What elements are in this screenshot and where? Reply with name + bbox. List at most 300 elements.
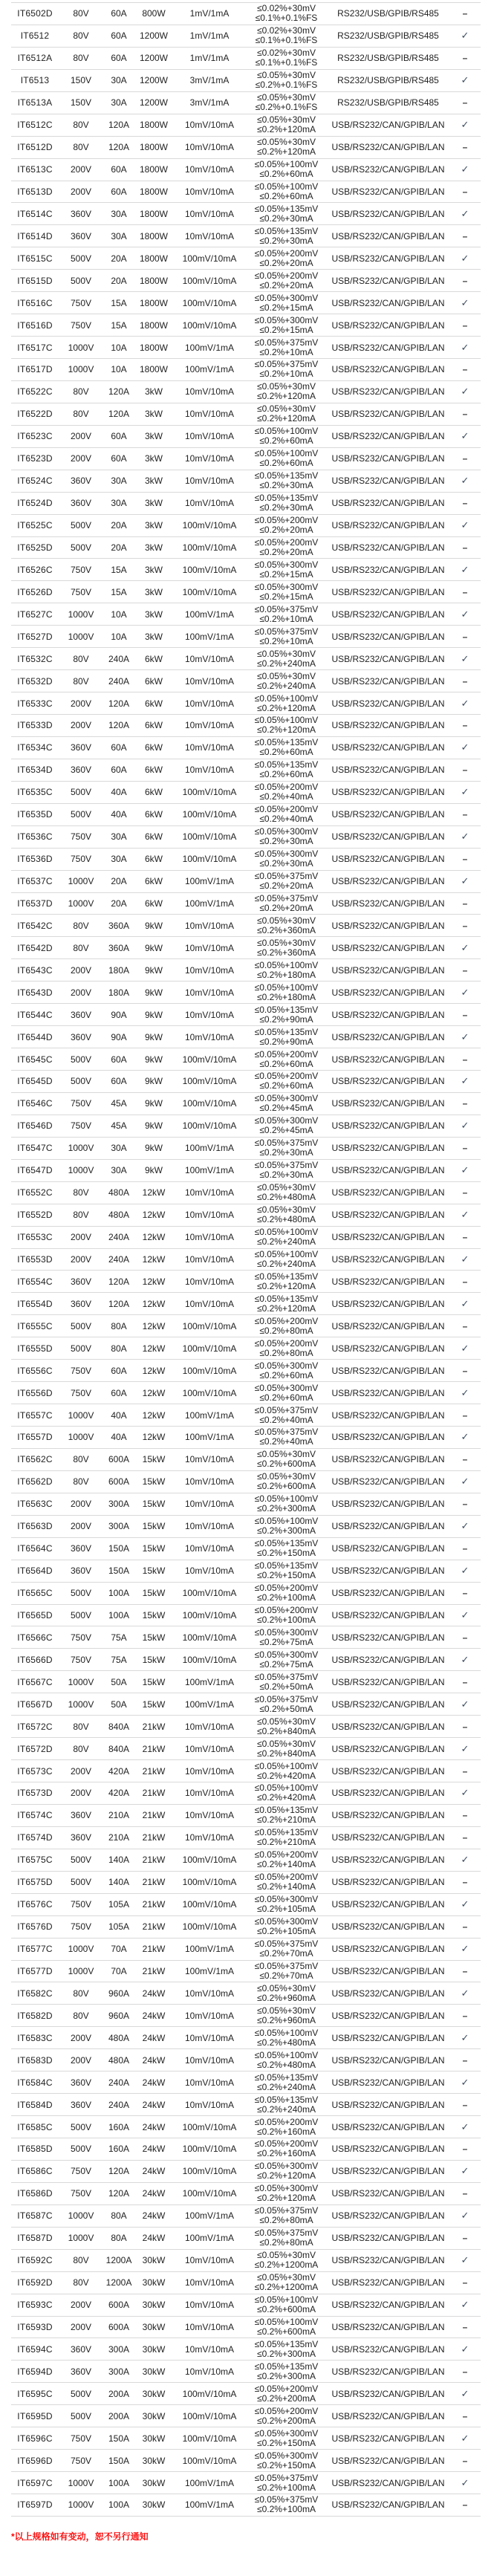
resolution-cell: 100mV/10mA bbox=[173, 536, 246, 559]
accuracy-line-1: ≤0.02%+30mV bbox=[257, 3, 316, 14]
table-row bbox=[11, 781, 481, 803]
accuracy-line-1: ≤0.05%+135mV bbox=[254, 2361, 319, 2372]
accuracy-line-2: ≤0.2%+200mA bbox=[257, 2415, 316, 2426]
power-cell: 15kW bbox=[134, 1448, 173, 1470]
interface-cell: USB/RS232/CAN/GPIB/LAN bbox=[327, 337, 449, 359]
power-cell: 1200W bbox=[134, 91, 173, 114]
current-cell: 360A bbox=[103, 915, 134, 937]
resolution-cell: 10mV/10mA bbox=[173, 1537, 246, 1560]
accuracy-line-2: ≤0.2%+60mA bbox=[259, 769, 313, 780]
optional-cell bbox=[449, 1470, 481, 1493]
current-cell: 10A bbox=[103, 603, 134, 626]
dash-icon: – bbox=[462, 809, 468, 820]
accuracy-cell bbox=[246, 47, 327, 69]
table-row bbox=[11, 2182, 481, 2204]
voltage-cell: 150V bbox=[59, 91, 103, 114]
power-cell: 30kW bbox=[134, 2494, 173, 2517]
power-cell: 21kW bbox=[134, 1804, 173, 1826]
resolution-cell: 10mV/10mA bbox=[173, 1226, 246, 1248]
voltage-cell: 750V bbox=[59, 2450, 103, 2472]
accuracy-cell bbox=[246, 1271, 327, 1293]
current-cell: 840A bbox=[103, 1738, 134, 1760]
resolution-cell: 100mV/10mA bbox=[173, 270, 246, 292]
accuracy-line-1: ≤0.05%+30mV bbox=[257, 915, 316, 926]
accuracy-line-2: ≤0.2%+100mA bbox=[257, 2504, 316, 2515]
accuracy-line-2: ≤0.2%+120mA bbox=[257, 2193, 316, 2204]
accuracy-line-2: ≤0.2%+70mA bbox=[259, 1970, 313, 1981]
check-icon: ✓ bbox=[461, 1854, 469, 1866]
model-cell: IT6524C bbox=[11, 470, 59, 492]
resolution-cell: 10mV/10mA bbox=[173, 2027, 246, 2049]
interface-cell: USB/RS232/CAN/GPIB/LAN bbox=[327, 670, 449, 692]
dash-icon: – bbox=[462, 453, 468, 464]
optional-cell bbox=[449, 380, 481, 403]
model-cell: IT6514D bbox=[11, 225, 59, 247]
table-row bbox=[11, 1293, 481, 1315]
model-cell: IT6516C bbox=[11, 292, 59, 314]
current-cell: 240A bbox=[103, 648, 134, 670]
accuracy-line-1: ≤0.05%+300mV bbox=[254, 314, 319, 325]
current-cell: 30A bbox=[103, 1137, 134, 1159]
power-cell: 1800W bbox=[134, 203, 173, 225]
accuracy-cell bbox=[246, 736, 327, 759]
accuracy-line-1: ≤0.05%+100mV bbox=[254, 692, 319, 704]
accuracy-line-2: ≤0.2%+10mA bbox=[259, 369, 313, 380]
interface-cell: USB/RS232/CAN/GPIB/LAN bbox=[327, 1716, 449, 1738]
interface-cell: USB/RS232/CAN/GPIB/LAN bbox=[327, 736, 449, 759]
resolution-cell: 10mV/10mA bbox=[173, 203, 246, 225]
voltage-cell: 500V bbox=[59, 1582, 103, 1604]
accuracy-line-2: ≤0.2%+150mA bbox=[257, 2437, 316, 2448]
dash-icon: – bbox=[462, 1232, 468, 1243]
accuracy-line-2: ≤0.2%+210mA bbox=[257, 1814, 316, 1826]
current-cell: 240A bbox=[103, 2071, 134, 2094]
power-cell: 21kW bbox=[134, 1893, 173, 1915]
resolution-cell: 100mV/1mA bbox=[173, 2472, 246, 2494]
optional-cell bbox=[449, 536, 481, 559]
accuracy-cell bbox=[246, 1537, 327, 1560]
table-row bbox=[11, 603, 481, 626]
model-cell: IT6555C bbox=[11, 1315, 59, 1337]
dash-icon: – bbox=[462, 1009, 468, 1020]
model-cell: IT6513D bbox=[11, 181, 59, 203]
check-icon: ✓ bbox=[461, 341, 469, 353]
accuracy-line-2: ≤0.2%+120mA bbox=[257, 413, 316, 424]
accuracy-line-2: ≤0.2%+50mA bbox=[259, 1681, 313, 1692]
model-cell: IT6575D bbox=[11, 1871, 59, 1893]
power-cell: 15kW bbox=[134, 1537, 173, 1560]
table-row bbox=[11, 848, 481, 870]
current-cell: 180A bbox=[103, 982, 134, 1004]
current-cell: 80A bbox=[103, 1337, 134, 1360]
voltage-cell: 1000V bbox=[59, 2472, 103, 2494]
accuracy-cell bbox=[246, 270, 327, 292]
interface-cell: USB/RS232/CAN/GPIB/LAN bbox=[327, 2427, 449, 2450]
voltage-cell: 750V bbox=[59, 1382, 103, 1404]
power-cell: 12kW bbox=[134, 1226, 173, 1248]
current-cell: 30A bbox=[103, 848, 134, 870]
power-cell: 1800W bbox=[134, 314, 173, 337]
model-cell: IT6532D bbox=[11, 670, 59, 692]
resolution-cell: 10mV/10mA bbox=[173, 692, 246, 715]
resolution-cell: 100mV/10mA bbox=[173, 1849, 246, 1871]
optional-cell bbox=[449, 1804, 481, 1826]
table-row bbox=[11, 447, 481, 470]
dash-icon: – bbox=[462, 1965, 468, 1976]
dash-icon: – bbox=[462, 586, 468, 597]
optional-cell bbox=[449, 1226, 481, 1248]
power-cell: 12kW bbox=[134, 1248, 173, 1271]
interface-cell: USB/RS232/CAN/GPIB/LAN bbox=[327, 1092, 449, 1115]
accuracy-cell bbox=[246, 2071, 327, 2094]
accuracy-line-1: ≤0.05%+200mV bbox=[254, 1315, 319, 1326]
power-cell: 9kW bbox=[134, 1026, 173, 1048]
resolution-cell: 100mV/10mA bbox=[173, 559, 246, 581]
accuracy-line-1: ≤0.02%+30mV bbox=[257, 48, 316, 59]
check-icon: ✓ bbox=[461, 519, 469, 531]
current-cell: 40A bbox=[103, 781, 134, 803]
voltage-cell: 750V bbox=[59, 581, 103, 603]
accuracy-cell bbox=[246, 2116, 327, 2138]
resolution-cell: 10mV/10mA bbox=[173, 1760, 246, 1782]
accuracy-line-1: ≤0.05%+300mV bbox=[254, 292, 319, 303]
current-cell: 60A bbox=[103, 1071, 134, 1093]
power-cell: 24kW bbox=[134, 2005, 173, 2027]
accuracy-cell bbox=[246, 337, 327, 359]
accuracy-cell bbox=[246, 1226, 327, 1248]
resolution-cell: 10mV/10mA bbox=[173, 1448, 246, 1470]
optional-cell bbox=[449, 3, 481, 25]
optional-cell bbox=[449, 692, 481, 715]
accuracy-line-1: ≤0.05%+375mV bbox=[254, 1160, 319, 1171]
interface-cell: USB/RS232/CAN/GPIB/LAN bbox=[327, 380, 449, 403]
power-cell: 21kW bbox=[134, 1716, 173, 1738]
voltage-cell: 750V bbox=[59, 1115, 103, 1137]
table-row bbox=[11, 1738, 481, 1760]
accuracy-line-2: ≤0.2%+240mA bbox=[257, 2081, 316, 2092]
optional-cell bbox=[449, 603, 481, 626]
accuracy-line-1: ≤0.05%+200mV bbox=[254, 515, 319, 526]
check-icon: ✓ bbox=[461, 386, 469, 398]
resolution-cell: 100mV/1mA bbox=[173, 2204, 246, 2227]
power-cell: 12kW bbox=[134, 1382, 173, 1404]
voltage-cell: 200V bbox=[59, 2316, 103, 2338]
dash-icon: – bbox=[462, 920, 468, 931]
resolution-cell: 100mV/1mA bbox=[173, 1159, 246, 1181]
accuracy-cell bbox=[246, 1649, 327, 1671]
accuracy-line-2: ≤0.2%+120mA bbox=[257, 124, 316, 135]
optional-cell bbox=[449, 492, 481, 514]
dash-icon: – bbox=[462, 2099, 468, 2110]
accuracy-line-1: ≤0.05%+135mV bbox=[254, 759, 319, 770]
accuracy-line-1: ≤0.05%+100mV bbox=[254, 959, 319, 970]
model-cell: IT6556C bbox=[11, 1360, 59, 1382]
resolution-cell: 10mV/10mA bbox=[173, 1782, 246, 1805]
current-cell: 140A bbox=[103, 1849, 134, 1871]
accuracy-line-2: ≤0.2%+20mA bbox=[259, 546, 313, 557]
accuracy-cell bbox=[246, 2427, 327, 2450]
resolution-cell: 100mV/10mA bbox=[173, 1048, 246, 1071]
optional-cell bbox=[449, 2138, 481, 2161]
interface-cell: USB/RS232/CAN/GPIB/LAN bbox=[327, 915, 449, 937]
check-icon: ✓ bbox=[461, 742, 469, 753]
accuracy-cell bbox=[246, 937, 327, 959]
interface-cell: USB/RS232/CAN/GPIB/LAN bbox=[327, 447, 449, 470]
accuracy-line-2: ≤0.2%+90mA bbox=[259, 1036, 313, 1047]
table-row bbox=[11, 1181, 481, 1204]
dash-icon: – bbox=[462, 319, 468, 331]
optional-cell bbox=[449, 1048, 481, 1071]
check-icon: ✓ bbox=[461, 2210, 469, 2222]
accuracy-line-1: ≤0.02%+30mV bbox=[257, 25, 316, 36]
model-cell: IT6515C bbox=[11, 247, 59, 270]
resolution-cell: 100mV/10mA bbox=[173, 825, 246, 848]
table-row bbox=[11, 91, 481, 114]
optional-cell bbox=[449, 1382, 481, 1404]
table-row bbox=[11, 1982, 481, 2005]
accuracy-cell bbox=[246, 1204, 327, 1226]
accuracy-line-1: ≤0.05%+100mV bbox=[254, 2316, 319, 2327]
accuracy-line-1: ≤0.05%+100mV bbox=[254, 448, 319, 459]
accuracy-line-1: ≤0.05%+135mV bbox=[254, 1271, 319, 1282]
optional-cell bbox=[449, 1693, 481, 1716]
interface-cell: USB/RS232/CAN/GPIB/LAN bbox=[327, 937, 449, 959]
accuracy-cell bbox=[246, 892, 327, 915]
optional-cell bbox=[449, 314, 481, 337]
current-cell: 80A bbox=[103, 2204, 134, 2227]
resolution-cell: 100mV/10mA bbox=[173, 1604, 246, 1626]
voltage-cell: 500V bbox=[59, 1048, 103, 1071]
resolution-cell: 100mV/10mA bbox=[173, 1337, 246, 1360]
resolution-cell: 100mV/1mA bbox=[173, 2227, 246, 2249]
accuracy-line-1: ≤0.05%+135mV bbox=[254, 470, 319, 481]
check-icon: ✓ bbox=[461, 1075, 469, 1087]
model-cell: IT6564C bbox=[11, 1537, 59, 1560]
optional-cell bbox=[449, 2405, 481, 2427]
power-cell: 3kW bbox=[134, 626, 173, 648]
check-icon: ✓ bbox=[461, 1209, 469, 1221]
model-cell: IT6513C bbox=[11, 158, 59, 181]
power-cell: 9kW bbox=[134, 1115, 173, 1137]
accuracy-cell bbox=[246, 181, 327, 203]
table-row bbox=[11, 425, 481, 447]
voltage-cell: 80V bbox=[59, 670, 103, 692]
accuracy-line-1: ≤0.05%+135mV bbox=[254, 737, 319, 748]
interface-cell: USB/RS232/CAN/GPIB/LAN bbox=[327, 781, 449, 803]
resolution-cell: 10mV/10mA bbox=[173, 915, 246, 937]
power-cell: 30kW bbox=[134, 2361, 173, 2383]
current-cell: 600A bbox=[103, 1448, 134, 1470]
voltage-cell: 360V bbox=[59, 1271, 103, 1293]
table-row bbox=[11, 1159, 481, 1181]
interface-cell: USB/RS232/CAN/GPIB/LAN bbox=[327, 2450, 449, 2472]
accuracy-line-2: ≤0.2%+100mA bbox=[257, 1592, 316, 1603]
accuracy-line-1: ≤0.05%+135mV bbox=[254, 1805, 319, 1816]
interface-cell: USB/RS232/CAN/GPIB/LAN bbox=[327, 136, 449, 158]
current-cell: 30A bbox=[103, 470, 134, 492]
dash-icon: – bbox=[462, 1054, 468, 1065]
spec-table-body bbox=[11, 3, 481, 2517]
resolution-cell: 100mV/10mA bbox=[173, 1092, 246, 1115]
resolution-cell: 100mV/10mA bbox=[173, 2383, 246, 2405]
optional-cell bbox=[449, 1604, 481, 1626]
resolution-cell: 10mV/10mA bbox=[173, 1560, 246, 1582]
model-cell: IT6524D bbox=[11, 492, 59, 514]
accuracy-cell bbox=[246, 982, 327, 1004]
dash-icon: – bbox=[462, 186, 468, 197]
table-row bbox=[11, 2294, 481, 2316]
power-cell: 24kW bbox=[134, 2182, 173, 2204]
accuracy-cell bbox=[246, 247, 327, 270]
voltage-cell: 1000V bbox=[59, 2204, 103, 2227]
model-cell: IT6564D bbox=[11, 1560, 59, 1582]
current-cell: 100A bbox=[103, 2472, 134, 2494]
resolution-cell: 100mV/1mA bbox=[173, 1427, 246, 1449]
accuracy-cell bbox=[246, 870, 327, 892]
accuracy-cell bbox=[246, 670, 327, 692]
resolution-cell: 100mV/10mA bbox=[173, 247, 246, 270]
interface-cell: USB/RS232/CAN/GPIB/LAN bbox=[327, 1871, 449, 1893]
voltage-cell: 1000V bbox=[59, 1693, 103, 1716]
accuracy-line-2: ≤0.2%+240mA bbox=[257, 2103, 316, 2115]
accuracy-line-2: ≤0.2%+15mA bbox=[259, 591, 313, 602]
current-cell: 70A bbox=[103, 1938, 134, 1960]
current-cell: 300A bbox=[103, 2338, 134, 2361]
model-cell: IT6566D bbox=[11, 1649, 59, 1671]
voltage-cell: 1000V bbox=[59, 1938, 103, 1960]
table-row bbox=[11, 1427, 481, 1449]
resolution-cell: 100mV/1mA bbox=[173, 603, 246, 626]
footnote: *以上规格如有变动，恕不另行通知 bbox=[11, 2531, 149, 2542]
optional-cell bbox=[449, 2227, 481, 2249]
accuracy-line-2: ≤0.2%+15mA bbox=[259, 568, 313, 580]
dash-icon: – bbox=[462, 1832, 468, 1843]
interface-cell: USB/RS232/CAN/GPIB/LAN bbox=[327, 1248, 449, 1271]
power-cell: 3kW bbox=[134, 425, 173, 447]
dash-icon: – bbox=[462, 1676, 468, 1687]
voltage-cell: 500V bbox=[59, 803, 103, 825]
optional-cell bbox=[449, 937, 481, 959]
accuracy-line-1: ≤0.05%+30mV bbox=[257, 403, 316, 415]
interface-cell: USB/RS232/CAN/GPIB/LAN bbox=[327, 1849, 449, 1871]
accuracy-cell bbox=[246, 1626, 327, 1649]
current-cell: 10A bbox=[103, 626, 134, 648]
power-cell: 24kW bbox=[134, 2204, 173, 2227]
table-row bbox=[11, 1004, 481, 1026]
resolution-cell: 10mV/10mA bbox=[173, 1493, 246, 1515]
accuracy-line-2: ≤0.2%+30mA bbox=[259, 480, 313, 491]
power-cell: 6kW bbox=[134, 736, 173, 759]
voltage-cell: 80V bbox=[59, 1470, 103, 1493]
accuracy-cell bbox=[246, 1515, 327, 1537]
accuracy-line-1: ≤0.05%+200mV bbox=[254, 782, 319, 793]
table-row bbox=[11, 1115, 481, 1137]
optional-cell bbox=[449, 1582, 481, 1604]
accuracy-line-2: ≤0.2%+20mA bbox=[259, 279, 313, 291]
voltage-cell: 360V bbox=[59, 759, 103, 781]
accuracy-line-2: ≤0.2%+840mA bbox=[257, 1725, 316, 1736]
power-cell: 3kW bbox=[134, 403, 173, 425]
dash-icon: – bbox=[462, 1810, 468, 1821]
voltage-cell: 200V bbox=[59, 982, 103, 1004]
optional-cell bbox=[449, 2316, 481, 2338]
accuracy-cell bbox=[246, 1493, 327, 1515]
interface-cell: USB/RS232/CAN/GPIB/LAN bbox=[327, 1026, 449, 1048]
model-cell: IT6502D bbox=[11, 3, 59, 25]
voltage-cell: 1000V bbox=[59, 337, 103, 359]
voltage-cell: 200V bbox=[59, 447, 103, 470]
dash-icon: – bbox=[462, 2455, 468, 2466]
accuracy-cell bbox=[246, 848, 327, 870]
voltage-cell: 1000V bbox=[59, 1159, 103, 1181]
dash-icon: – bbox=[462, 1877, 468, 1888]
accuracy-line-1: ≤0.05%+30mV bbox=[257, 2005, 316, 2016]
accuracy-line-1: ≤0.05%+300mV bbox=[254, 849, 319, 860]
voltage-cell: 200V bbox=[59, 181, 103, 203]
dash-icon: – bbox=[462, 765, 468, 776]
voltage-cell: 500V bbox=[59, 1337, 103, 1360]
accuracy-line-2: ≤0.2%+180mA bbox=[257, 969, 316, 980]
accuracy-line-2: ≤0.2%+10mA bbox=[259, 635, 313, 646]
accuracy-line-1: ≤0.05%+100mV bbox=[254, 1248, 319, 1259]
table-row bbox=[11, 692, 481, 715]
optional-cell bbox=[449, 1626, 481, 1649]
power-cell: 6kW bbox=[134, 715, 173, 737]
model-cell: IT6572C bbox=[11, 1716, 59, 1738]
accuracy-cell bbox=[246, 2160, 327, 2182]
table-row bbox=[11, 1915, 481, 1938]
power-cell: 21kW bbox=[134, 1738, 173, 1760]
accuracy-cell bbox=[246, 1604, 327, 1626]
interface-cell: USB/RS232/CAN/GPIB/LAN bbox=[327, 2227, 449, 2249]
table-row bbox=[11, 759, 481, 781]
power-cell: 30kW bbox=[134, 2472, 173, 2494]
dash-icon: – bbox=[462, 2321, 468, 2332]
resolution-cell: 100mV/1mA bbox=[173, 2494, 246, 2517]
current-cell: 15A bbox=[103, 559, 134, 581]
current-cell: 210A bbox=[103, 1804, 134, 1826]
check-icon: ✓ bbox=[461, 1253, 469, 1265]
table-row bbox=[11, 1248, 481, 1271]
check-icon: ✓ bbox=[461, 1120, 469, 1132]
table-row bbox=[11, 2494, 481, 2517]
optional-cell bbox=[449, 403, 481, 425]
accuracy-line-2: ≤0.1%+0.1%FS bbox=[255, 57, 318, 68]
current-cell: 180A bbox=[103, 959, 134, 982]
power-cell: 12kW bbox=[134, 1204, 173, 1226]
model-cell: IT6537D bbox=[11, 892, 59, 915]
table-row bbox=[11, 136, 481, 158]
accuracy-cell bbox=[246, 314, 327, 337]
voltage-cell: 500V bbox=[59, 247, 103, 270]
table-row bbox=[11, 2049, 481, 2071]
model-cell: IT6525D bbox=[11, 536, 59, 559]
resolution-cell: 100mV/10mA bbox=[173, 1915, 246, 1938]
model-cell: IT6584D bbox=[11, 2094, 59, 2116]
interface-cell: USB/RS232/CAN/GPIB/LAN bbox=[327, 803, 449, 825]
dash-icon: – bbox=[462, 2144, 468, 2155]
accuracy-line-1: ≤0.05%+200mV bbox=[254, 1071, 319, 1082]
accuracy-cell bbox=[246, 25, 327, 47]
voltage-cell: 200V bbox=[59, 425, 103, 447]
accuracy-line-2: ≤0.2%+45mA bbox=[259, 1125, 313, 1136]
current-cell: 200A bbox=[103, 2383, 134, 2405]
interface-cell: USB/RS232/CAN/GPIB/LAN bbox=[327, 892, 449, 915]
accuracy-cell bbox=[246, 1804, 327, 1826]
voltage-cell: 200V bbox=[59, 2027, 103, 2049]
check-icon: ✓ bbox=[461, 2387, 469, 2399]
model-cell: IT6577C bbox=[11, 1938, 59, 1960]
